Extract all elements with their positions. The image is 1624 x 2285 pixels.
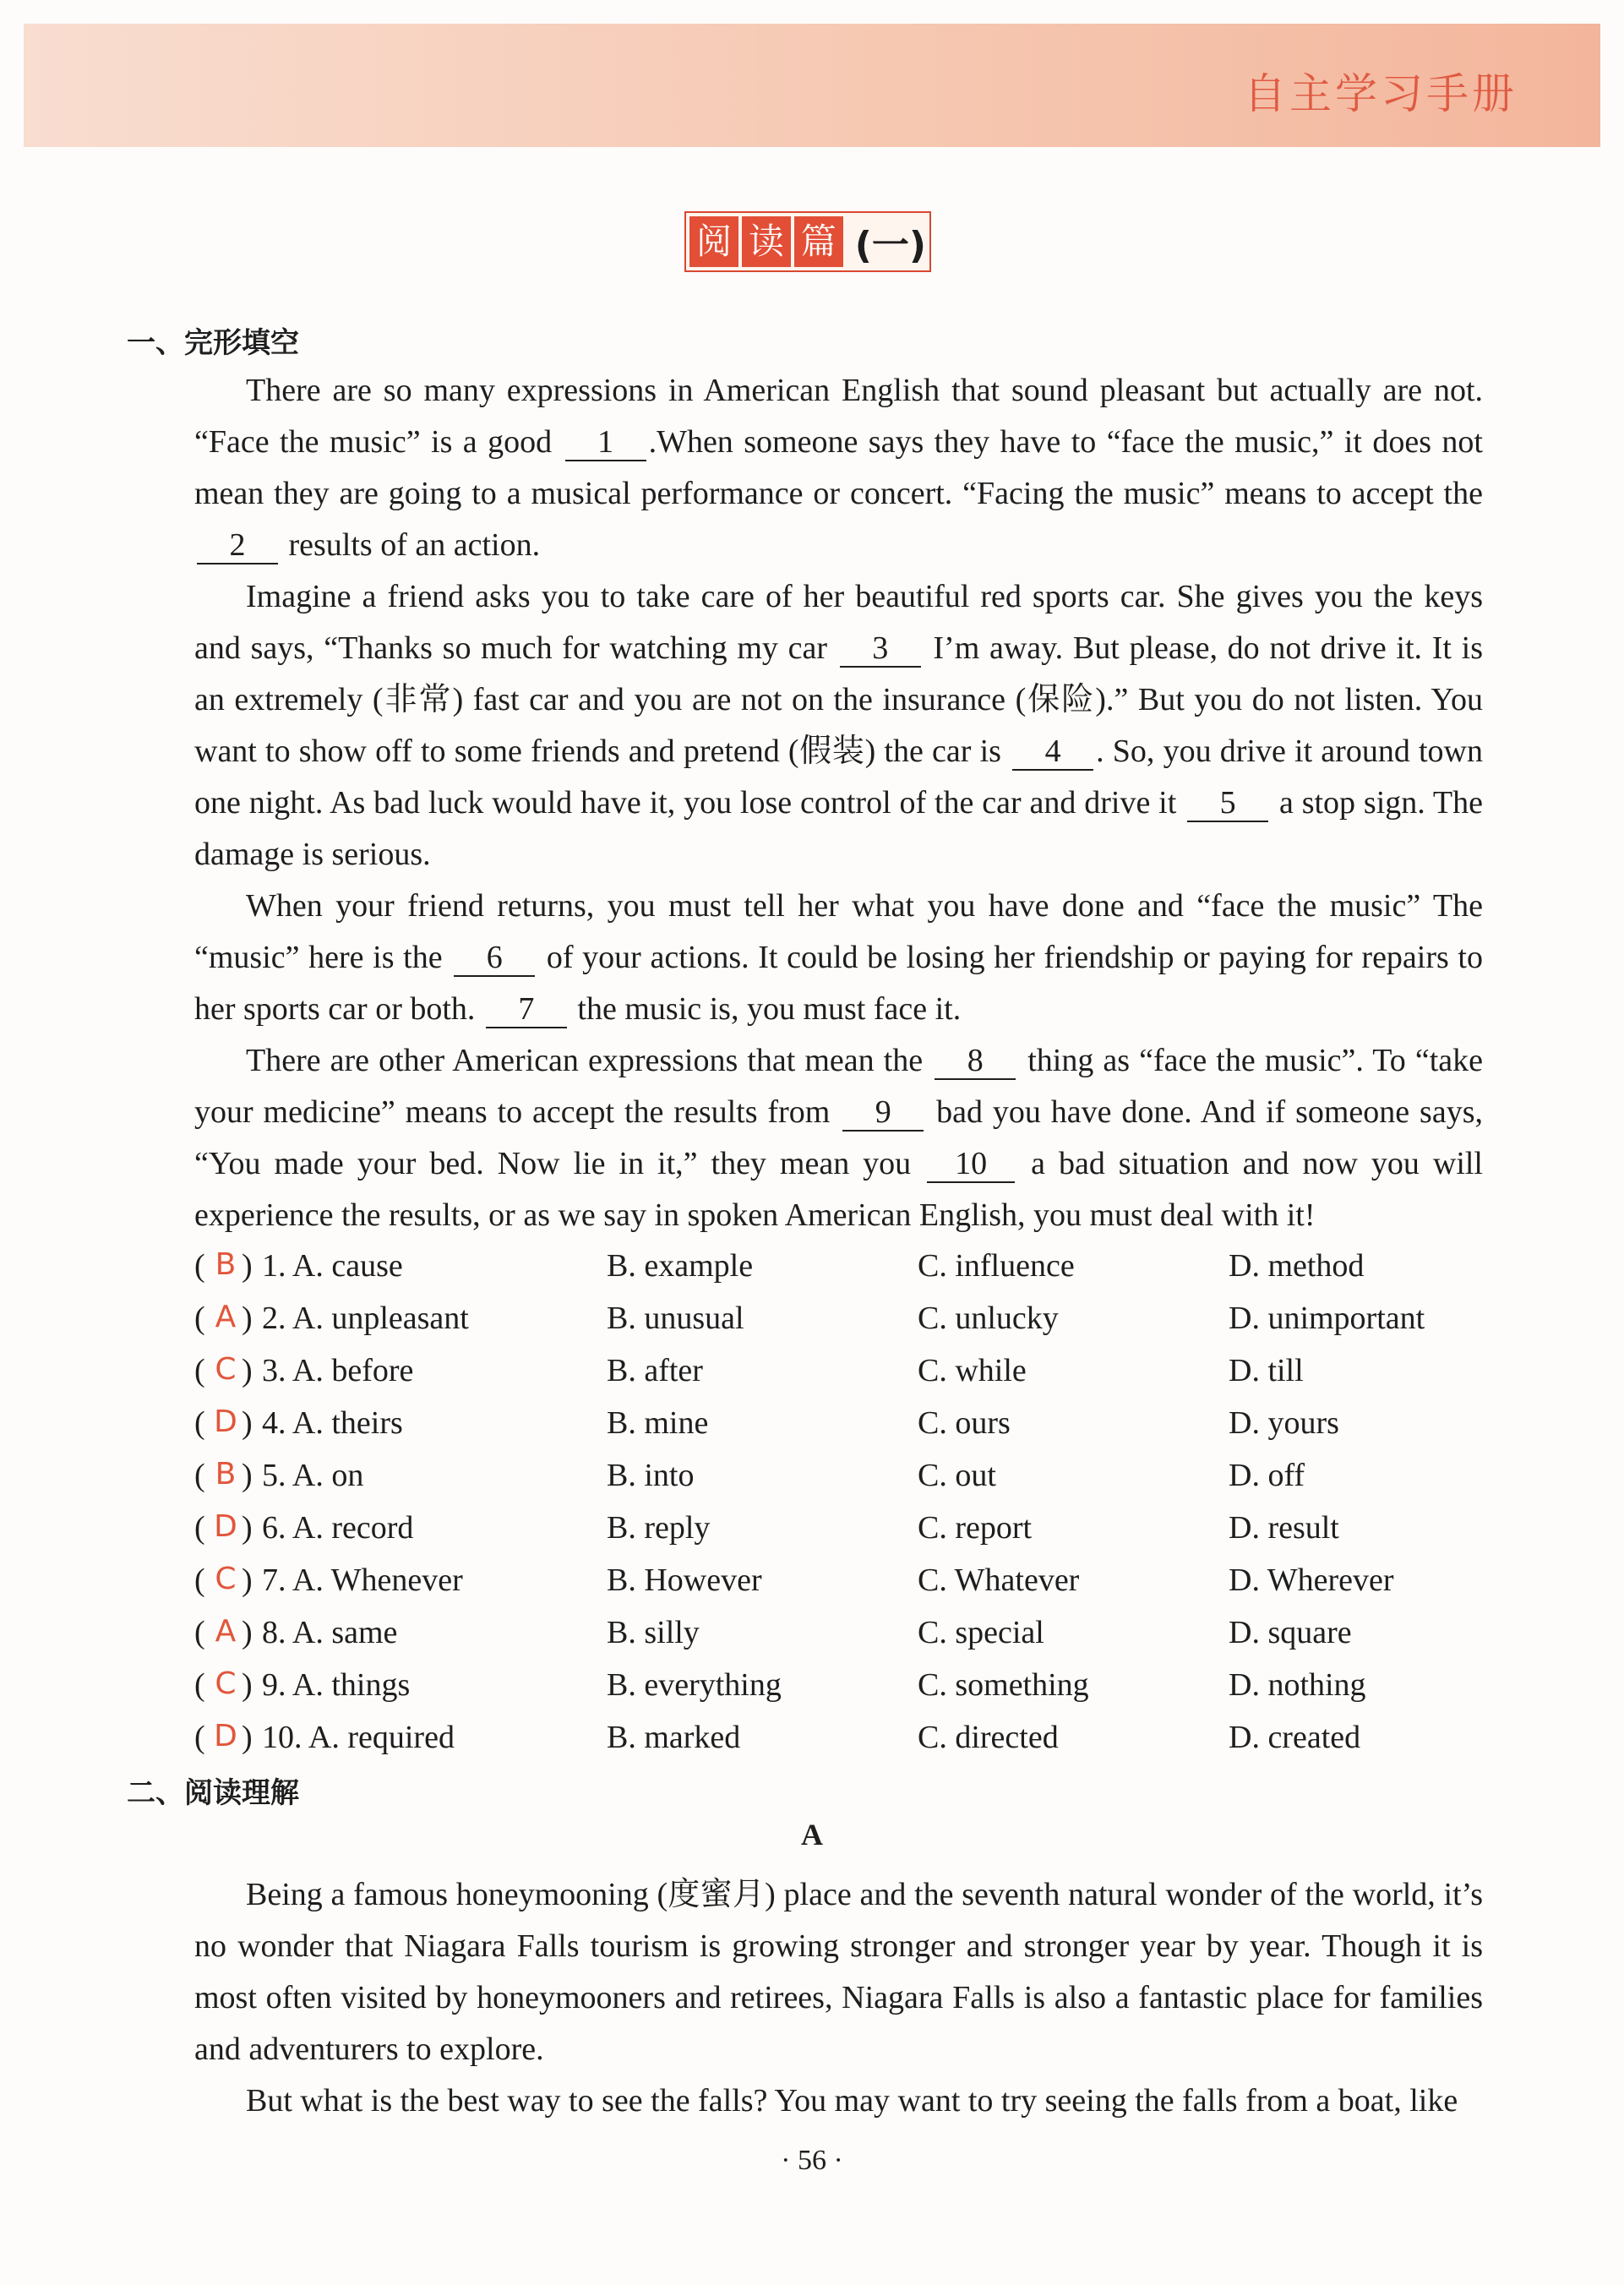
- option-d: D. till: [1229, 1353, 1304, 1388]
- option-d: D. created: [1229, 1720, 1361, 1755]
- option-c: C. report: [918, 1510, 1033, 1546]
- option-c: C. special: [918, 1615, 1044, 1650]
- question-row: ( B ) 1. A. cause B. example C. influence D. method: [194, 1240, 1512, 1292]
- section-number: (一): [854, 224, 926, 267]
- option-d: D. Wherever: [1229, 1562, 1394, 1598]
- section-char: 读: [742, 216, 791, 267]
- option-b: B. marked: [607, 1720, 741, 1755]
- answer-mark: D: [214, 1509, 237, 1544]
- cloze-blank: 1: [565, 426, 646, 461]
- option-d: D. square: [1229, 1615, 1352, 1650]
- question-row: ( D ) 10. A. required B. marked C. directed D. created: [194, 1711, 1512, 1764]
- reading-paragraph: But what is the best way to see the falls? You may want to try seeing the falls from a boat, like: [246, 2083, 1458, 2119]
- option-b: B. example: [607, 1248, 754, 1284]
- question-row: ( D ) 4. A. theirs B. mine C. ours D. yours: [194, 1397, 1512, 1449]
- passage-label: A: [801, 1818, 823, 1851]
- option-b: B. into: [607, 1458, 695, 1493]
- answer-mark: A: [215, 1300, 237, 1334]
- cloze-options: [194, 1240, 1512, 1764]
- cloze-blank: 6: [454, 941, 535, 977]
- cloze-passage: [194, 365, 1483, 1241]
- cloze-blank: 3: [840, 632, 921, 668]
- cloze-blank: 9: [842, 1096, 924, 1132]
- option-c: C. ours: [918, 1405, 1011, 1441]
- option-b: B. after: [607, 1353, 703, 1388]
- cloze-blank: 8: [935, 1044, 1016, 1080]
- option-b: B. mine: [607, 1405, 709, 1441]
- option-a: 5. A. on: [262, 1458, 364, 1493]
- option-a: 6. A. record: [262, 1510, 414, 1546]
- section-heading: [684, 211, 931, 272]
- cloze-paragraph: There are so many expressions in American English that sound pleasant but actually are not. “Face the music” is a good 1 .When someone says they have to “face the music,” it does not mean they are going to a musical performance or concert. “Facing the music” means to accept the 2 results of an action.: [194, 373, 1483, 563]
- option-b: B. unusual: [607, 1301, 744, 1336]
- answer-mark: A: [215, 1614, 237, 1649]
- option-d: D. nothing: [1229, 1667, 1366, 1703]
- option-a: 3. A. before: [262, 1353, 414, 1388]
- cloze-blank: 4: [1012, 735, 1093, 771]
- option-d: D. result: [1229, 1510, 1339, 1546]
- option-c: C. while: [918, 1353, 1027, 1388]
- cloze-paragraph: There are other American expressions that mean the 8 thing as “face the music”. To “take your medicine” means to accept the results from 9 bad you have done. And if someone says, “You made your bed. Now lie in it,” they mean you 10 a bad situation and now you will experience the results, or as we say in spoken American English, you must deal with it!: [194, 1043, 1484, 1233]
- answer-mark: C: [215, 1666, 237, 1701]
- cloze-paragraph: Imagine a friend asks you to take care of her beautiful red sports car. She gives you the keys and says, “Thanks so much for watching my car 3 I’m away. But please, do not drive it. It is an extremely (非常) fast car and you are not on the insurance (保险).” But you do not listen. You want to show off to some friends and pretend (假装) the car is 4 . So, you drive it around town one night. As bad luck would have it, you lose control of the car and drive it 5 a stop sign. The damage is serious.: [194, 579, 1484, 872]
- answer-mark: D: [214, 1719, 237, 1753]
- option-a: 9. A. things: [262, 1667, 411, 1703]
- section-char: 阅: [689, 216, 738, 267]
- option-a: 4. A. theirs: [262, 1405, 403, 1441]
- answer-mark: D: [214, 1404, 237, 1439]
- reading-paragraph: Being a famous honeymooning (度蜜月) place and the seventh natural wonder of the world, it’s no wonder that Niagara Falls tourism is growing stronger and stronger year by year. Though it is most often visited by honeymooners and retirees, Niagara Falls is also a fantastic place for families and adventurers to explore.: [194, 1877, 1483, 2067]
- page-number: · 56 ·: [781, 2145, 843, 2176]
- cloze-blank: 7: [486, 993, 567, 1028]
- option-d: D. yours: [1229, 1405, 1339, 1441]
- option-a: 2. A. unpleasant: [262, 1301, 469, 1336]
- answer-mark: B: [215, 1247, 237, 1282]
- part-title-reading: 二、阅读理解: [127, 1776, 299, 1810]
- option-b: B. everything: [607, 1667, 782, 1703]
- answer-mark: C: [215, 1562, 237, 1596]
- section-char: 篇: [794, 216, 843, 267]
- reading-passage: [194, 1869, 1483, 2127]
- option-a: 1. A. cause: [262, 1248, 403, 1284]
- option-c: C. Whatever: [918, 1562, 1080, 1598]
- part-title-cloze: 一、完形填空: [127, 326, 299, 360]
- option-c: C. influence: [918, 1248, 1075, 1284]
- question-row: ( A ) 2. A. unpleasant B. unusual C. unlucky D. unimportant: [194, 1292, 1512, 1344]
- option-c: C. directed: [918, 1720, 1059, 1755]
- header-title: 自主学习手册: [1244, 69, 1518, 118]
- option-b: B. silly: [607, 1615, 700, 1650]
- option-d: D. off: [1229, 1458, 1305, 1493]
- option-d: D. unimportant: [1229, 1301, 1425, 1336]
- question-row: ( D ) 6. A. record B. reply C. report D. result: [194, 1502, 1512, 1554]
- answer-mark: B: [215, 1457, 237, 1492]
- cloze-blank: 5: [1187, 787, 1268, 822]
- option-a: 8. A. same: [262, 1615, 398, 1650]
- question-row: ( C ) 3. A. before B. after C. while D. till: [194, 1344, 1512, 1397]
- option-c: C. out: [918, 1458, 996, 1493]
- question-row: ( A ) 8. A. same B. silly C. special D. square: [194, 1606, 1512, 1659]
- option-a: 7. A. Whenever: [262, 1562, 463, 1598]
- cloze-blank: 2: [197, 529, 278, 564]
- option-a: 10. A. required: [262, 1720, 455, 1755]
- option-c: C. unlucky: [918, 1301, 1059, 1336]
- question-row: ( B ) 5. A. on B. into C. out D. off: [194, 1449, 1512, 1502]
- answer-mark: C: [215, 1352, 237, 1387]
- option-c: C. something: [918, 1667, 1089, 1703]
- cloze-blank: 10: [927, 1148, 1015, 1183]
- option-b: B. reply: [607, 1510, 711, 1546]
- cloze-paragraph: When your friend returns, you must tell her what you have done and “face the music” The “music” here is the 6 of your actions. It could be losing her friendship or paying for repairs to her sports car or both. 7 the music is, you must face it.: [194, 888, 1483, 1027]
- option-d: D. method: [1229, 1248, 1365, 1284]
- option-b: B. However: [607, 1562, 762, 1598]
- question-row: ( C ) 9. A. things B. everything C. something D. nothing: [194, 1659, 1512, 1711]
- question-row: ( C ) 7. A. Whenever B. However C. Whatever D. Wherever: [194, 1554, 1512, 1606]
